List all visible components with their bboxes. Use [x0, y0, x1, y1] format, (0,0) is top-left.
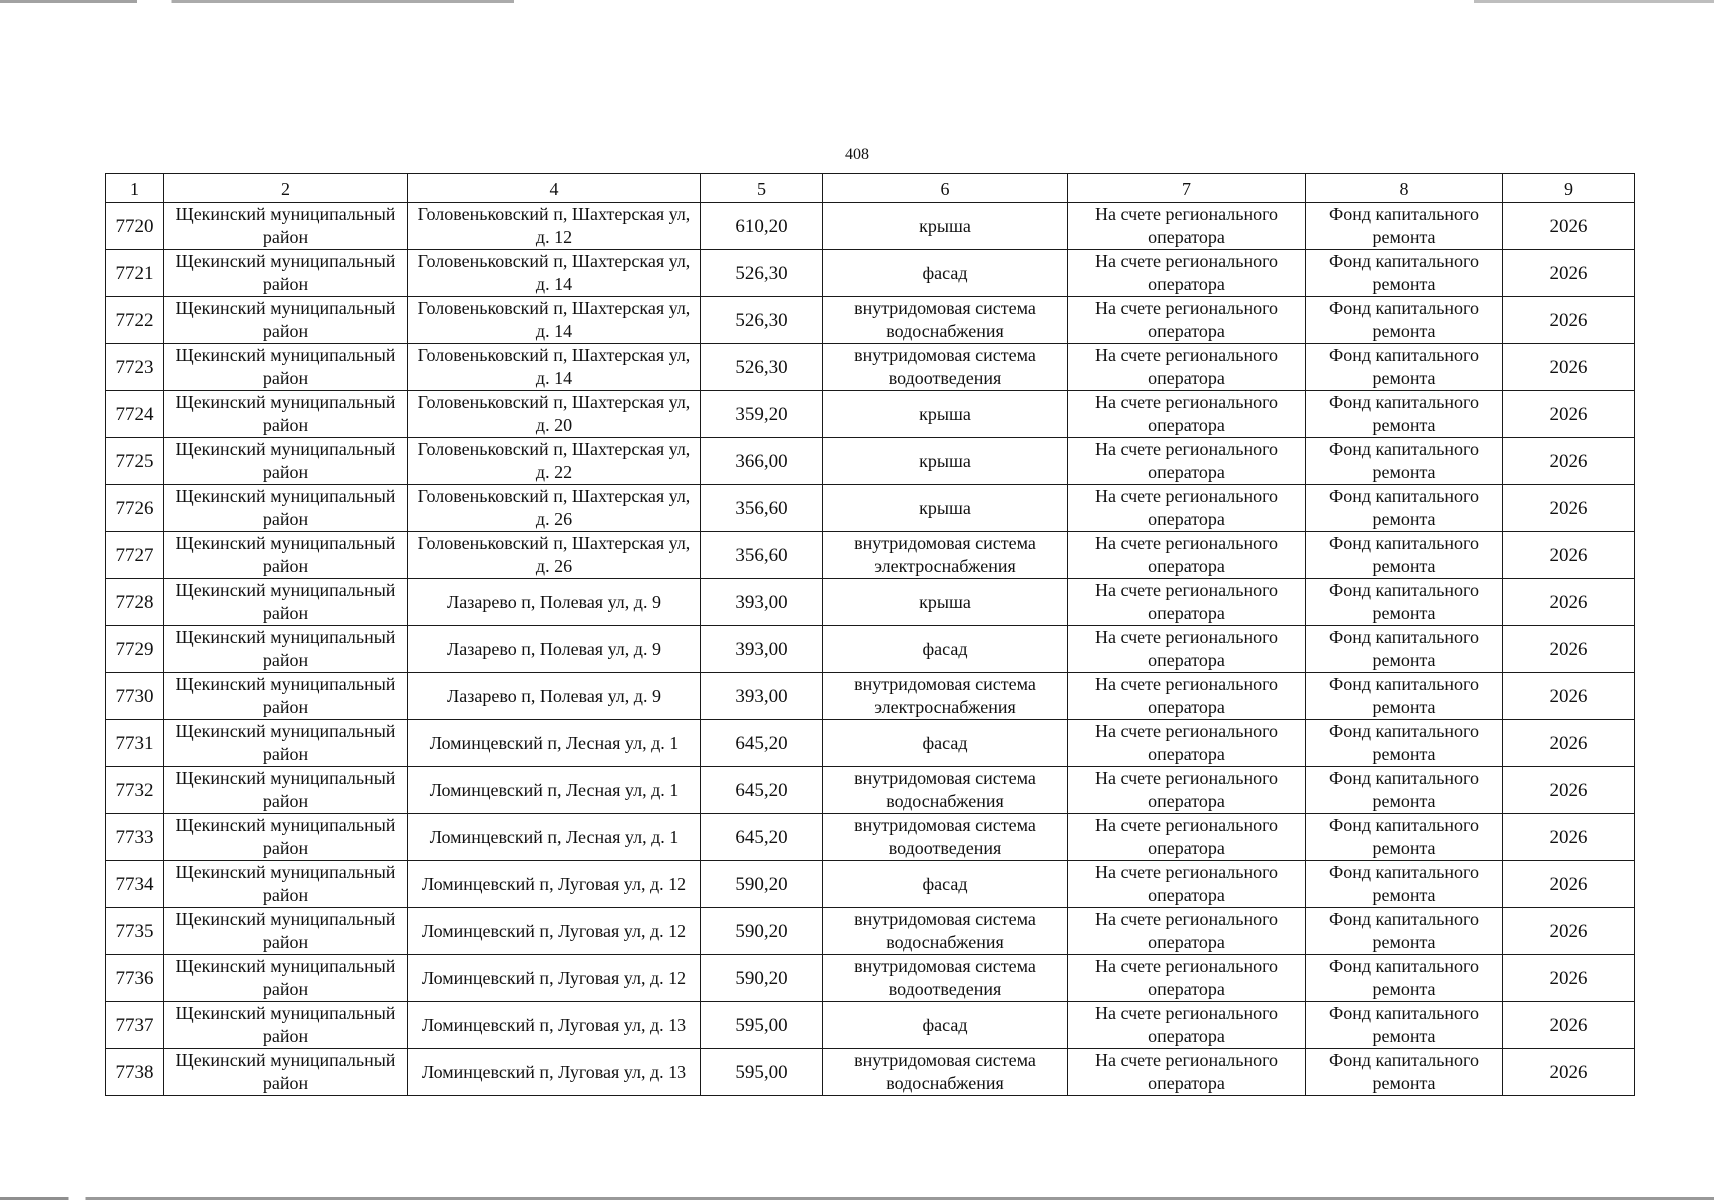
address-cell: Лазарево п, Полевая ул, д. 9 — [408, 626, 701, 673]
area-cell: 645,20 — [701, 720, 823, 767]
address-cell: Головеньковский п, Шахтерская ул, д. 12 — [408, 203, 701, 250]
work-type-cell: фасад — [823, 1002, 1068, 1049]
table-row — [106, 720, 1635, 767]
work-type-cell: фасад — [823, 250, 1068, 297]
year-cell: 2026 — [1503, 297, 1635, 344]
district-cell: Щекинский муниципальный район — [164, 908, 408, 955]
year-cell: 2026 — [1503, 720, 1635, 767]
area-cell: 393,00 — [701, 626, 823, 673]
fund-cell: Фонд капитального ремонта — [1306, 1002, 1503, 1049]
area-cell: 645,20 — [701, 814, 823, 861]
work-type-cell: крыша — [823, 579, 1068, 626]
row-number-cell: 7726 — [106, 485, 164, 532]
year-cell: 2026 — [1503, 955, 1635, 1002]
column-header: 1 — [106, 174, 164, 203]
district-cell: Щекинский муниципальный район — [164, 532, 408, 579]
area-cell: 526,30 — [701, 344, 823, 391]
column-header: 7 — [1068, 174, 1306, 203]
address-cell: Головеньковский п, Шахтерская ул, д. 26 — [408, 532, 701, 579]
work-type-cell: фасад — [823, 626, 1068, 673]
year-cell: 2026 — [1503, 626, 1635, 673]
header-row — [106, 174, 1635, 203]
area-cell: 359,20 — [701, 391, 823, 438]
fund-cell: Фонд капитального ремонта — [1306, 297, 1503, 344]
row-number-cell: 7724 — [106, 391, 164, 438]
table-row — [106, 767, 1635, 814]
account-cell: На счете регионального оператора — [1068, 579, 1306, 626]
table-row — [106, 297, 1635, 344]
row-number-cell: 7734 — [106, 861, 164, 908]
work-type-cell: внутридомовая система электроснабжения — [823, 532, 1068, 579]
account-cell: На счете регионального оператора — [1068, 673, 1306, 720]
address-cell: Ломинцевский п, Луговая ул, д. 13 — [408, 1049, 701, 1096]
work-type-cell: внутридомовая система водоснабжения — [823, 1049, 1068, 1096]
row-number-cell: 7721 — [106, 250, 164, 297]
account-cell: На счете регионального оператора — [1068, 955, 1306, 1002]
fund-cell: Фонд капитального ремонта — [1306, 814, 1503, 861]
row-number-cell: 7729 — [106, 626, 164, 673]
work-type-cell: внутридомовая система водоснабжения — [823, 767, 1068, 814]
account-cell: На счете регионального оператора — [1068, 861, 1306, 908]
year-cell: 2026 — [1503, 344, 1635, 391]
district-cell: Щекинский муниципальный район — [164, 579, 408, 626]
column-header: 6 — [823, 174, 1068, 203]
address-cell: Лазарево п, Полевая ул, д. 9 — [408, 579, 701, 626]
account-cell: На счете регионального оператора — [1068, 1049, 1306, 1096]
table-row — [106, 344, 1635, 391]
address-cell: Головеньковский п, Шахтерская ул, д. 14 — [408, 250, 701, 297]
table-row — [106, 1002, 1635, 1049]
year-cell: 2026 — [1503, 203, 1635, 250]
fund-cell: Фонд капитального ремонта — [1306, 1049, 1503, 1096]
fund-cell: Фонд капитального ремонта — [1306, 955, 1503, 1002]
fund-cell: Фонд капитального ремонта — [1306, 203, 1503, 250]
fund-cell: Фонд капитального ремонта — [1306, 861, 1503, 908]
district-cell: Щекинский муниципальный район — [164, 955, 408, 1002]
account-cell: На счете регионального оператора — [1068, 720, 1306, 767]
district-cell: Щекинский муниципальный район — [164, 720, 408, 767]
row-number-cell: 7725 — [106, 438, 164, 485]
area-cell: 526,30 — [701, 297, 823, 344]
row-number-cell: 7731 — [106, 720, 164, 767]
address-cell: Головеньковский п, Шахтерская ул, д. 14 — [408, 344, 701, 391]
account-cell: На счете регионального оператора — [1068, 1002, 1306, 1049]
address-cell: Ломинцевский п, Луговая ул, д. 12 — [408, 861, 701, 908]
table-row — [106, 532, 1635, 579]
fund-cell: Фонд капитального ремонта — [1306, 626, 1503, 673]
table-row — [106, 250, 1635, 297]
table-body — [106, 203, 1635, 1096]
column-header: 9 — [1503, 174, 1635, 203]
account-cell: На счете регионального оператора — [1068, 250, 1306, 297]
district-cell: Щекинский муниципальный район — [164, 673, 408, 720]
address-cell: Головеньковский п, Шахтерская ул, д. 20 — [408, 391, 701, 438]
fund-cell: Фонд капитального ремонта — [1306, 438, 1503, 485]
area-cell: 610,20 — [701, 203, 823, 250]
row-number-cell: 7732 — [106, 767, 164, 814]
row-number-cell: 7737 — [106, 1002, 164, 1049]
account-cell: На счете регионального оператора — [1068, 532, 1306, 579]
row-number-cell: 7730 — [106, 673, 164, 720]
table-row — [106, 579, 1635, 626]
address-cell: Головеньковский п, Шахтерская ул, д. 26 — [408, 485, 701, 532]
table-row — [106, 391, 1635, 438]
scan-border-top — [0, 0, 1714, 3]
capital-repair-table — [105, 173, 1635, 1096]
area-cell: 356,60 — [701, 485, 823, 532]
column-header: 2 — [164, 174, 408, 203]
work-type-cell: внутридомовая система водоотведения — [823, 955, 1068, 1002]
district-cell: Щекинский муниципальный район — [164, 626, 408, 673]
district-cell: Щекинский муниципальный район — [164, 203, 408, 250]
work-type-cell: крыша — [823, 203, 1068, 250]
row-number-cell: 7738 — [106, 1049, 164, 1096]
district-cell: Щекинский муниципальный район — [164, 767, 408, 814]
area-cell: 645,20 — [701, 767, 823, 814]
address-cell: Лазарево п, Полевая ул, д. 9 — [408, 673, 701, 720]
column-header: 8 — [1306, 174, 1503, 203]
year-cell: 2026 — [1503, 579, 1635, 626]
year-cell: 2026 — [1503, 767, 1635, 814]
work-type-cell: крыша — [823, 438, 1068, 485]
district-cell: Щекинский муниципальный район — [164, 1049, 408, 1096]
fund-cell: Фонд капитального ремонта — [1306, 250, 1503, 297]
row-number-cell: 7728 — [106, 579, 164, 626]
address-cell: Головеньковский п, Шахтерская ул, д. 22 — [408, 438, 701, 485]
table-row — [106, 908, 1635, 955]
year-cell: 2026 — [1503, 391, 1635, 438]
work-type-cell: фасад — [823, 720, 1068, 767]
account-cell: На счете регионального оператора — [1068, 908, 1306, 955]
account-cell: На счете регионального оператора — [1068, 344, 1306, 391]
work-type-cell: внутридомовая система водоотведения — [823, 344, 1068, 391]
work-type-cell: фасад — [823, 861, 1068, 908]
district-cell: Щекинский муниципальный район — [164, 1002, 408, 1049]
table-row — [106, 673, 1635, 720]
year-cell: 2026 — [1503, 861, 1635, 908]
account-cell: На счете регионального оператора — [1068, 626, 1306, 673]
year-cell: 2026 — [1503, 532, 1635, 579]
fund-cell: Фонд капитального ремонта — [1306, 579, 1503, 626]
year-cell: 2026 — [1503, 1049, 1635, 1096]
work-type-cell: крыша — [823, 485, 1068, 532]
fund-cell: Фонд капитального ремонта — [1306, 720, 1503, 767]
work-type-cell: внутридомовая система электроснабжения — [823, 673, 1068, 720]
fund-cell: Фонд капитального ремонта — [1306, 908, 1503, 955]
area-cell: 393,00 — [701, 673, 823, 720]
district-cell: Щекинский муниципальный район — [164, 861, 408, 908]
account-cell: На счете регионального оператора — [1068, 438, 1306, 485]
column-header: 4 — [408, 174, 701, 203]
district-cell: Щекинский муниципальный район — [164, 344, 408, 391]
area-cell: 590,20 — [701, 955, 823, 1002]
area-cell: 595,00 — [701, 1049, 823, 1096]
year-cell: 2026 — [1503, 1002, 1635, 1049]
fund-cell: Фонд капитального ремонта — [1306, 767, 1503, 814]
row-number-cell: 7723 — [106, 344, 164, 391]
address-cell: Ломинцевский п, Лесная ул, д. 1 — [408, 720, 701, 767]
year-cell: 2026 — [1503, 438, 1635, 485]
table-row — [106, 203, 1635, 250]
column-header: 5 — [701, 174, 823, 203]
account-cell: На счете регионального оператора — [1068, 814, 1306, 861]
account-cell: На счете регионального оператора — [1068, 485, 1306, 532]
row-number-cell: 7720 — [106, 203, 164, 250]
year-cell: 2026 — [1503, 673, 1635, 720]
address-cell: Головеньковский п, Шахтерская ул, д. 14 — [408, 297, 701, 344]
table-row — [106, 1049, 1635, 1096]
account-cell: На счете регионального оператора — [1068, 203, 1306, 250]
table-row — [106, 814, 1635, 861]
area-cell: 590,20 — [701, 908, 823, 955]
fund-cell: Фонд капитального ремонта — [1306, 532, 1503, 579]
fund-cell: Фонд капитального ремонта — [1306, 344, 1503, 391]
account-cell: На счете регионального оператора — [1068, 297, 1306, 344]
district-cell: Щекинский муниципальный район — [164, 250, 408, 297]
work-type-cell: внутридомовая система водоснабжения — [823, 297, 1068, 344]
row-number-cell: 7736 — [106, 955, 164, 1002]
account-cell: На счете регионального оператора — [1068, 767, 1306, 814]
year-cell: 2026 — [1503, 250, 1635, 297]
fund-cell: Фонд капитального ремонта — [1306, 391, 1503, 438]
district-cell: Щекинский муниципальный район — [164, 391, 408, 438]
page-number: 408 — [845, 146, 869, 163]
district-cell: Щекинский муниципальный район — [164, 297, 408, 344]
work-type-cell: внутридомовая система водоснабжения — [823, 908, 1068, 955]
row-number-cell: 7727 — [106, 532, 164, 579]
district-cell: Щекинский муниципальный район — [164, 438, 408, 485]
table-row — [106, 485, 1635, 532]
account-cell: На счете регионального оператора — [1068, 391, 1306, 438]
address-cell: Ломинцевский п, Лесная ул, д. 1 — [408, 814, 701, 861]
area-cell: 595,00 — [701, 1002, 823, 1049]
fund-cell: Фонд капитального ремонта — [1306, 485, 1503, 532]
area-cell: 393,00 — [701, 579, 823, 626]
year-cell: 2026 — [1503, 908, 1635, 955]
table-row — [106, 861, 1635, 908]
address-cell: Ломинцевский п, Луговая ул, д. 12 — [408, 955, 701, 1002]
address-cell: Ломинцевский п, Луговая ул, д. 13 — [408, 1002, 701, 1049]
address-cell: Ломинцевский п, Луговая ул, д. 12 — [408, 908, 701, 955]
address-cell: Ломинцевский п, Лесная ул, д. 1 — [408, 767, 701, 814]
district-cell: Щекинский муниципальный район — [164, 485, 408, 532]
area-cell: 590,20 — [701, 861, 823, 908]
area-cell: 526,30 — [701, 250, 823, 297]
row-number-cell: 7722 — [106, 297, 164, 344]
district-cell: Щекинский муниципальный район — [164, 814, 408, 861]
area-cell: 366,00 — [701, 438, 823, 485]
row-number-cell: 7733 — [106, 814, 164, 861]
table-row — [106, 955, 1635, 1002]
year-cell: 2026 — [1503, 814, 1635, 861]
fund-cell: Фонд капитального ремонта — [1306, 673, 1503, 720]
area-cell: 356,60 — [701, 532, 823, 579]
row-number-cell: 7735 — [106, 908, 164, 955]
year-cell: 2026 — [1503, 485, 1635, 532]
table-row — [106, 438, 1635, 485]
table-row — [106, 626, 1635, 673]
work-type-cell: внутридомовая система водоотведения — [823, 814, 1068, 861]
work-type-cell: крыша — [823, 391, 1068, 438]
